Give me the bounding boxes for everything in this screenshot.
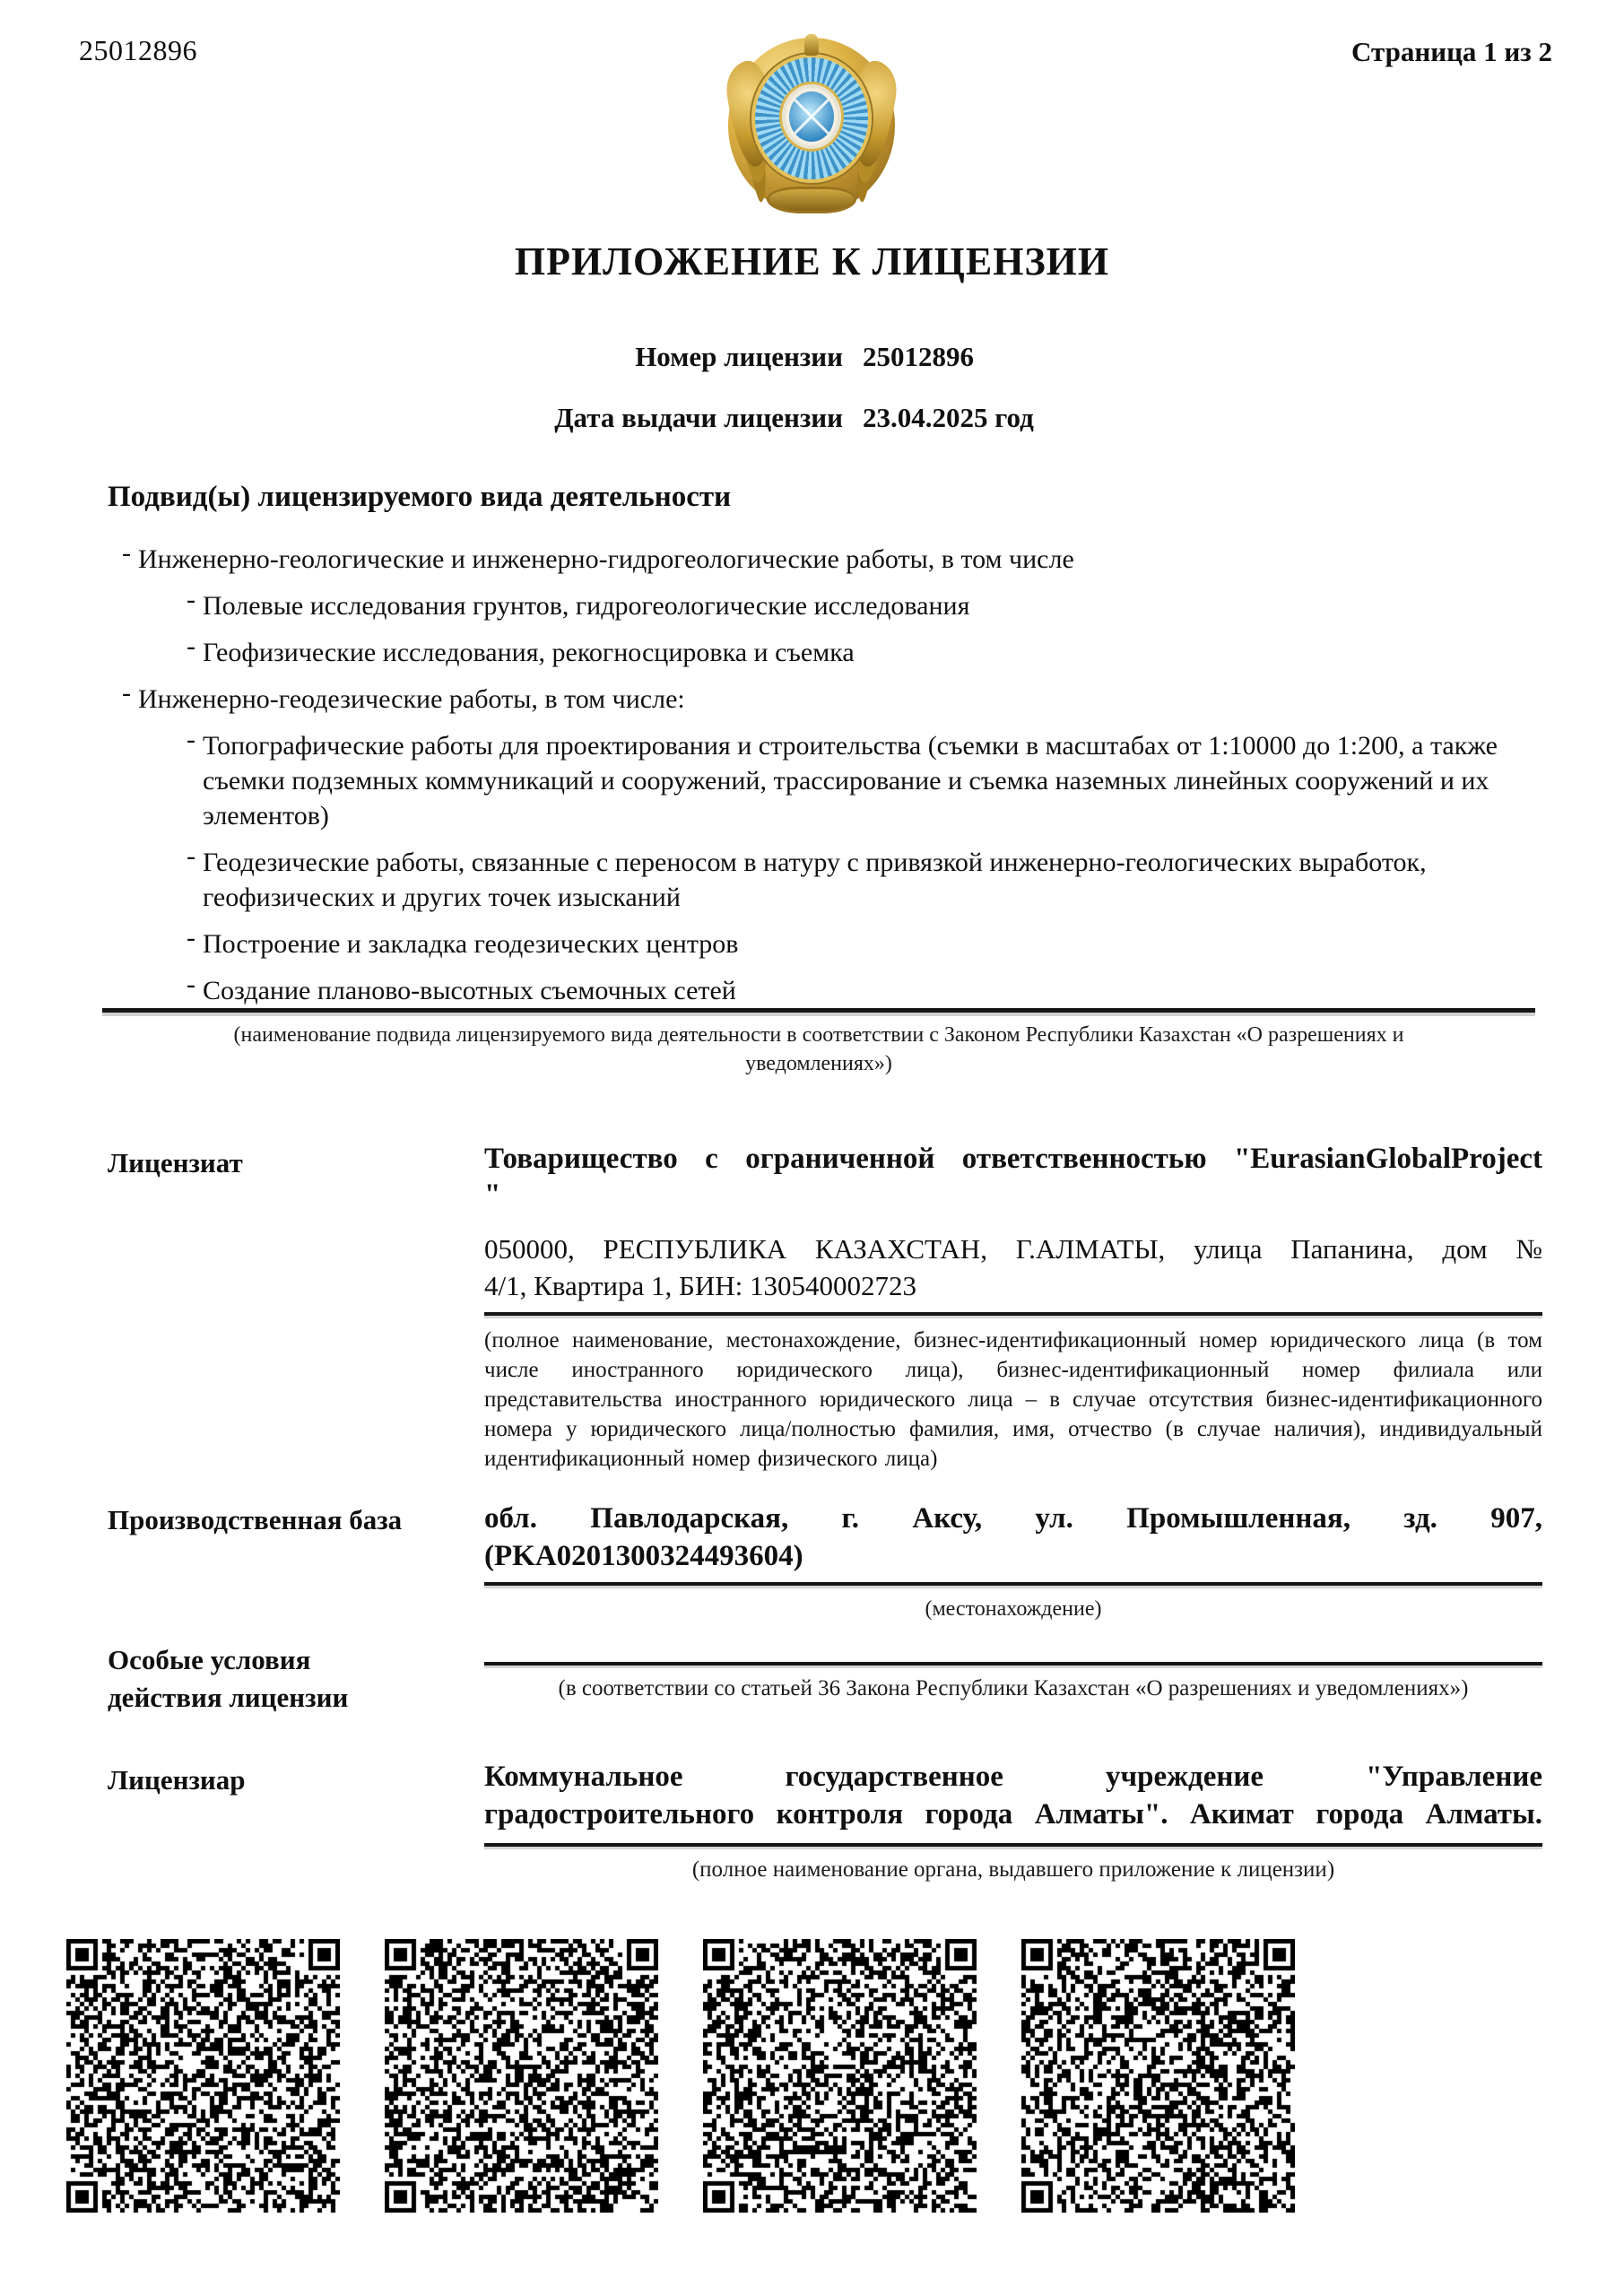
licensor-line2: градостроительного контроля города Алматы". Акимат города Алматы. bbox=[484, 1798, 1542, 1831]
licensor-footnote: (полное наименование органа, выдавшего приложение к лицензии) bbox=[691, 1857, 1335, 1882]
qr-code-strip bbox=[66, 1939, 1295, 2213]
divider-line bbox=[484, 1312, 1542, 1316]
list-item bbox=[108, 585, 1539, 623]
list-item-text: Создание планово-высотных съемочных сетей bbox=[203, 976, 736, 1005]
activities-footnote: (наименование подвида лицензируемого вида деятельности в соответствии с Законом Республики Казахстан «О разрешениях и уведомлениях») bbox=[233, 1023, 1404, 1075]
licensee-label: Лицензиат bbox=[108, 1147, 243, 1178]
divider-line bbox=[102, 1008, 1535, 1013]
divider-line bbox=[484, 1582, 1542, 1586]
licensee-address-line2: 4/1, Квартира 1, БИН: 130540002723 bbox=[484, 1270, 916, 1301]
production-base-footnote: (местонахождение) bbox=[925, 1597, 1102, 1621]
bullet-dash-icon: - bbox=[122, 538, 131, 568]
list-item-text: Геофизические исследования, рекогносцировка и съемка bbox=[203, 638, 855, 667]
license-number-row bbox=[0, 341, 1624, 377]
qr-code bbox=[1021, 1939, 1295, 2213]
bullet-dash-icon: - bbox=[187, 725, 195, 754]
list-item bbox=[108, 678, 1539, 717]
licensor-label: Лицензиар bbox=[108, 1764, 246, 1796]
special-conditions-footnote: (в соответствии со статьей 36 Закона Республики Казахстан «О разрешениях и уведомлениях») bbox=[558, 1676, 1469, 1700]
license-date-row bbox=[0, 402, 1624, 438]
licensee-block bbox=[484, 1141, 1542, 1474]
divider-line bbox=[484, 1662, 1542, 1665]
bullet-dash-icon: - bbox=[187, 585, 195, 614]
bullet-dash-icon: - bbox=[187, 631, 195, 661]
bullet-dash-icon: - bbox=[187, 841, 195, 871]
licensee-name-line2: " bbox=[484, 1178, 501, 1211]
list-item-text: Геодезические работы, связанные с переносом в натуру с привязкой инженерно-геологических выработок, геофизических и других точек изысканий bbox=[203, 848, 1427, 912]
list-item-text: Полевые исследования грунтов, гидрогеологические исследования bbox=[203, 591, 970, 621]
emblem-banner bbox=[767, 187, 856, 213]
page-title: ПРИЛОЖЕНИЕ К ЛИЦЕНЗИИ bbox=[514, 239, 1110, 283]
list-item bbox=[108, 725, 1539, 833]
special-conditions-label: Особые условия действия лицензии bbox=[108, 1644, 349, 1713]
licensor-line1: Коммунальное государственное учреждение "Управление bbox=[484, 1761, 1542, 1793]
license-number-value: 25012896 bbox=[863, 341, 974, 372]
list-item bbox=[108, 970, 1539, 1008]
list-item-text: Инженерно-геодезические работы, в том числе: bbox=[138, 684, 685, 714]
list-item bbox=[108, 631, 1539, 670]
production-base-line2: (PKA0201300324493604) bbox=[484, 1540, 803, 1572]
list-item-text: Инженерно-геологические и инженерно-гидрогеологические работы, в том числе bbox=[138, 544, 1074, 574]
bullet-dash-icon: - bbox=[122, 678, 131, 708]
page-indicator: Страница 1 из 2 bbox=[1351, 36, 1552, 67]
list-item-text: Построение и закладка геодезических центров bbox=[203, 929, 739, 959]
licensee-name-line1: Товарищество с ограниченной ответственностью "EurasianGlobalProject bbox=[484, 1143, 1542, 1175]
list-item bbox=[108, 841, 1539, 915]
qr-code bbox=[66, 1939, 340, 2213]
kazakhstan-emblem-icon bbox=[728, 38, 895, 213]
license-number-label: Номер лицензии bbox=[635, 341, 843, 372]
activities-heading: Подвид(ы) лицензируемого вида деятельности bbox=[108, 481, 732, 513]
bullet-dash-icon: - bbox=[187, 970, 195, 999]
qr-code bbox=[385, 1939, 658, 2213]
divider-line bbox=[484, 1843, 1542, 1847]
list-item bbox=[108, 923, 1539, 961]
emblem-top-star bbox=[804, 34, 819, 56]
list-item bbox=[108, 538, 1539, 577]
document-number: 25012896 bbox=[79, 34, 197, 66]
production-base-block bbox=[484, 1500, 1542, 1623]
qr-code bbox=[703, 1939, 977, 2213]
bullet-dash-icon: - bbox=[187, 923, 195, 952]
licensor-block bbox=[484, 1758, 1542, 1884]
list-item-text: Топографические работы для проектирования и строительства (съемки в масштабах от 1:10000 до 1:200, а также съемки подземных коммуникаций и сооружений, трассирование и съемка наземных линейных сооружений и их элементов) bbox=[203, 731, 1498, 831]
special-conditions-block bbox=[484, 1662, 1542, 1703]
licensee-address-line1: 050000, РЕСПУБЛИКА КАЗАХСТАН, Г.АЛМАТЫ, улица Папанина, дом № bbox=[484, 1233, 1542, 1265]
licensee-footnote: (полное наименование, местонахождение, бизнес-идентификационный номер юридического лица (в том числе иностранного юридического лица), бизнес-идентификационный номер филиала или представительства иностранного юридического лица – в случае отсутствия бизнес-идентификационного номера у юридического лица/полностью фамилия, имя, отчество (в случае наличия), индивидуальный идентификационный номер физического лица) bbox=[484, 1328, 1542, 1471]
production-base-label: Производственная база bbox=[108, 1504, 403, 1535]
activities-list bbox=[108, 538, 1539, 1020]
license-date-label: Дата выдачи лицензии bbox=[554, 402, 843, 433]
emblem-shanyrak-core bbox=[789, 91, 834, 142]
production-base-line1: обл. Павлодарская, г. Аксу, ул. Промышленная, зд. 907, bbox=[484, 1502, 1542, 1535]
license-date-value: 23.04.2025 год bbox=[863, 402, 1034, 433]
